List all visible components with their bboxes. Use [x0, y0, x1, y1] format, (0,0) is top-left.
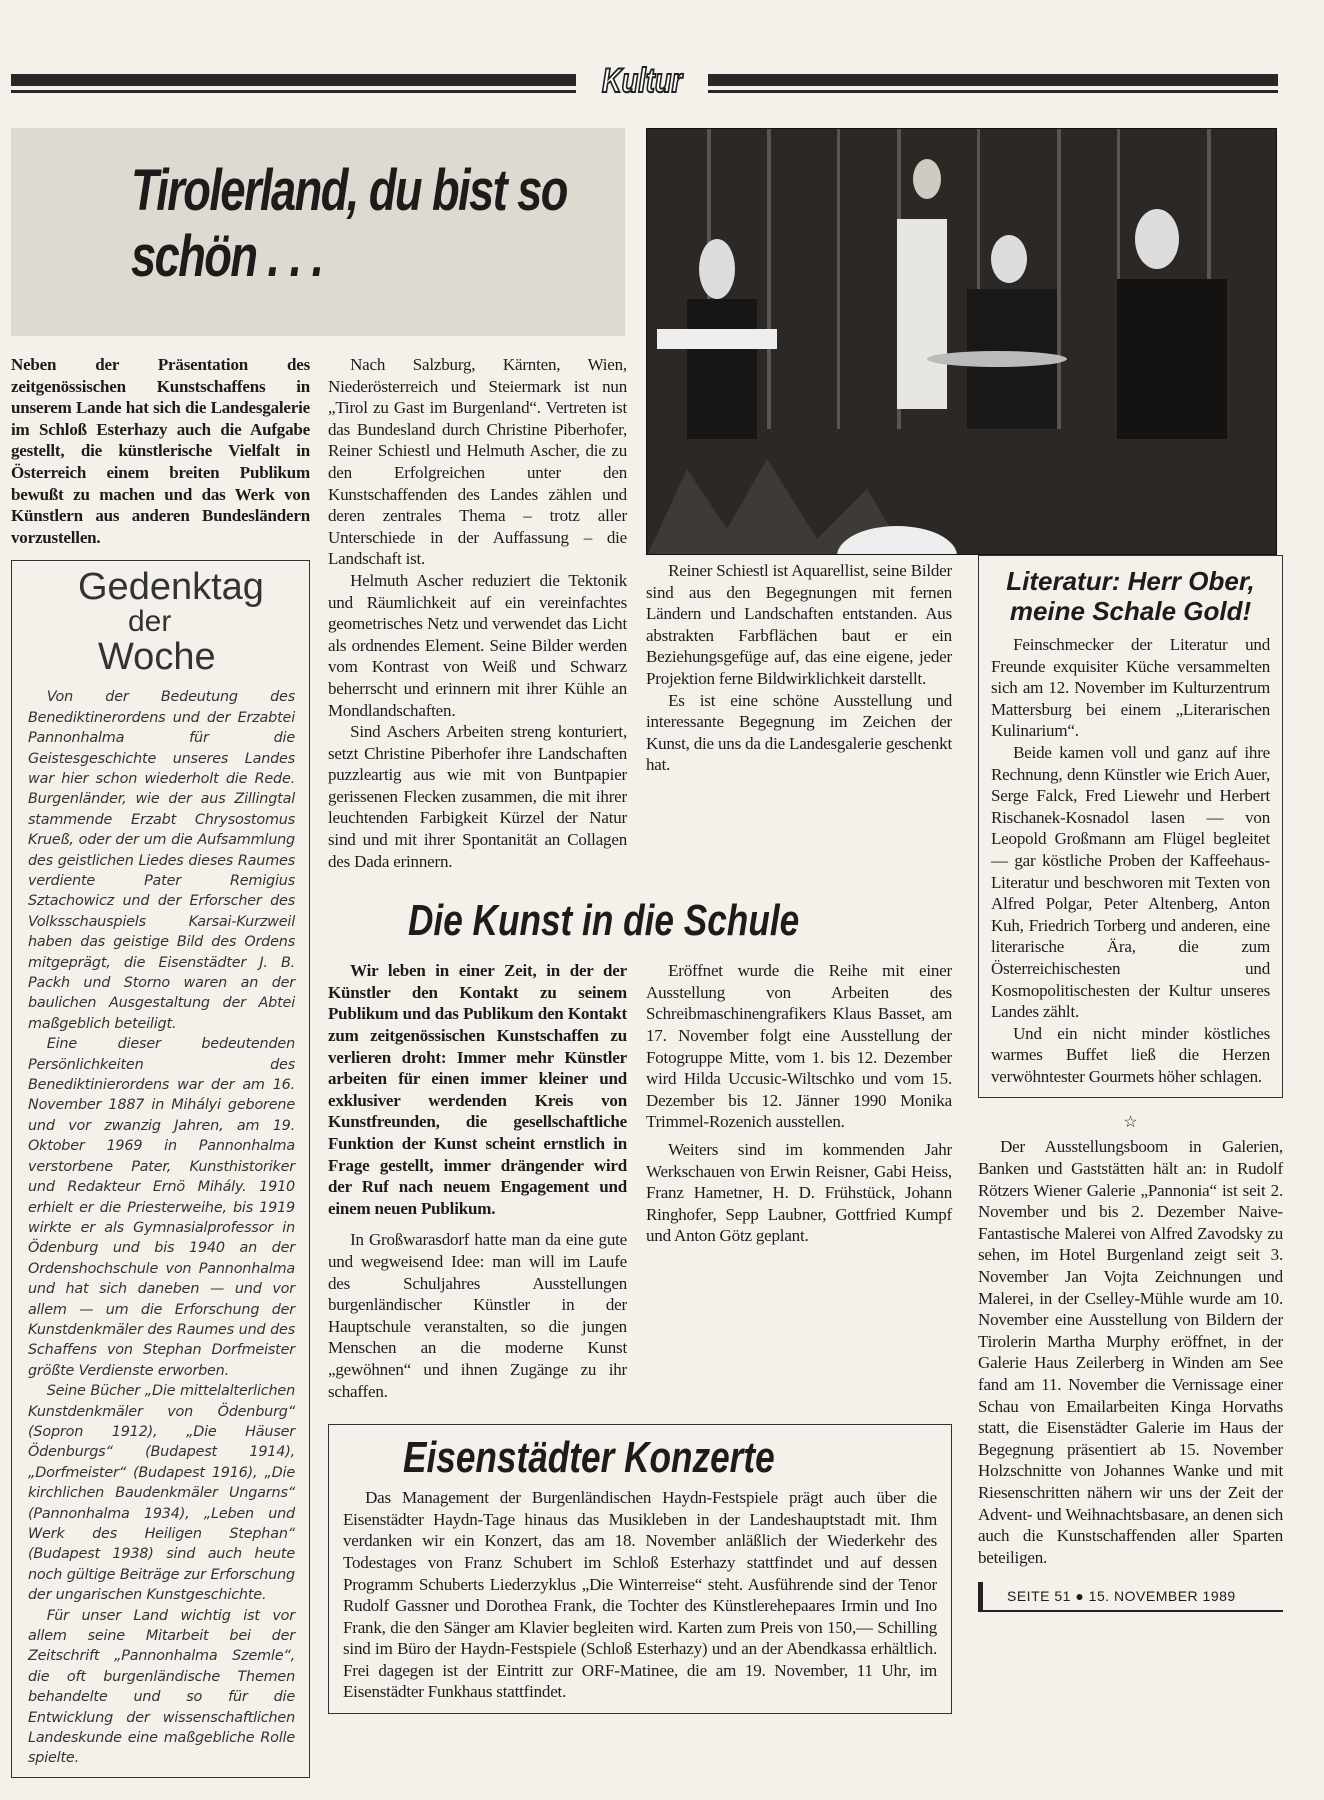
konzerte-body [343, 1487, 937, 1703]
right-column [978, 555, 1283, 1612]
article-body [328, 354, 952, 872]
literatur-paragraph: Feinschmecker der Literatur und Freunde exquisiter Küche versammelten sich am 12. November im Kulturzentrum Mattersburg bei einem „Literarischen Kulinarium“. [991, 635, 1270, 741]
header-rule-left-thin [11, 90, 576, 93]
bullet: ● [1075, 1588, 1089, 1605]
ausstellungen-col [978, 1136, 1283, 1568]
article-paragraph: Helmuth Ascher reduziert die Tektonik und Räumlichkeit auf ein vereinfachtes geometrisches Netz und verwendet das Licht als ordnendes Element. Seine Bilder werden vom Kontrast von Weiß und Schwarz beherrscht und erinnern mit ihrer Kühle an Mondlandschaften. [328, 570, 627, 720]
left-column [11, 354, 310, 1778]
gedenktag-title-line: Gedenktag [78, 566, 264, 609]
section-logo: Kultur [601, 62, 683, 100]
star-separator: ☆ [1123, 1114, 1138, 1132]
gedenktag-title-line: der [128, 605, 172, 639]
gedenktag-paragraph: Von der Bedeutung des Benediktinerordens und der Erzabtei Pannonhalma für die Geistesgeschichte unseres Landes war hier schon wiederholt die Rede. Burgenländer, wie der aus Zillingtal stammende Erzabt Chrysostomus Krueß, oder der um die Aufsammlung des geistlichen Liedes dieses Raumes verdiente Pater Remigius Sztachowicz und der Erforscher des Volksschauspiels Karsai-Kurzweil haben das geistige Bild des Ordens mitgeprägt, die Eisenstädter J. B. Packh und Storno waren an der baulichen Ausgestaltung der Abtei maßgeblich beteiligt. [28, 689, 295, 1032]
page-footer [978, 1582, 1283, 1612]
literatur-paragraph: Und ein nicht minder köstliches warmes Buffet ließ die Herzen verwöhntester Gourmets höher schlagen. [991, 1023, 1270, 1086]
konzerte-text: Das Management der Burgenländischen Haydn-Festspiele prägt auch über die Eisenstädter Haydn-Tage hinaus das Musikleben in der Landeshauptstadt mit. Ihm verdanken wir ein Konzert, das am 18. November anläßlich der Wiederkehr des Todestages von Franz Schubert im Schloß Esterhazy stattfindet und auf dessen Programm Schuberts Liederzyklus „Die Winterreise“ steht. Ausführende sind der Tenor Rudolf Gassner und Dorothea Frank, die Tochter des Künstlerehepaares Irmin und Ino Frank, die den Sänger am Klavier begleiten wird. Karten zum Preis von 150,— Schilling sind im Büro der Haydn-Festspiele (Schloß Esterhazy) und an der Abendkassa erhältlich. Frei dagegen ist der Eintritt zur ORF-Matinee, die am 19. November, 11 Uhr, im Eisenstädter Funkhaus stattfindet. [343, 1488, 937, 1702]
schule-body [328, 960, 952, 1402]
article-paragraph: Reiner Schiestl ist Aquarellist, seine Bilder sind aus den Begegnungen mit fernen Ländern und Landschaften entstanden. Aus abstrakten Farbflächen baut er ein Beziehungsgefüge auf, das eine eigene, jeder Projektion ferne Bildwirklichkeit darstellt. [646, 561, 952, 688]
issue-date: 15. NOVEMBER 1989 [1088, 1588, 1236, 1605]
schule-paragraph: Eröffnet wurde die Reihe mit einer Ausstellung von Arbeiten des Schreibmaschinengrafikers Klaus Basset, am 17. November folgt eine Ausstellung der Fotogruppe Mitte, vom 1. bis 12. Dezember wird Hilda Uccusic-Wiltschko und vom 15. Dezember bis 12. Jänner 1990 Monika Trimmel-Rozenich ausstellen. [646, 961, 952, 1132]
schule-intro: Wir leben in einer Zeit, in der der Künstler den Kontakt zu seinem Publikum und das Publikum den Kontakt zum zeitgenössischen Kunstschaffen zu verlieren droht: Immer mehr Künstler arbeiten für einen immer kleiner und exklusiver werdenden Kreis von Kunstfreunden, die gesellschaftliche Funktion der Kunst scheint ernstlich in Frage gestellt, immer drängender wird der Ruf nach neuem Engagement und einem neuen Publikum. [328, 961, 627, 1218]
gedenktag-text [28, 687, 295, 1769]
article-headline: Tirolerland, du bist so schön . . . [131, 158, 567, 289]
gedenktag-title [78, 567, 295, 677]
literatur-paragraph: Beide kamen voll und ganz auf ihre Rechnung, denn Künstler wie Erich Auer, Serge Falck, Fred Liewehr und Herbert Rischanek-Kosnadol lasen — von Leopold Großmann am Flügel begleitet — gar köstliche Proben der Kaffeehaus-Literatur und beschworen mit Texten von Alfred Polgar, Peter Altenberg, Anton Kuh, Friedrich Torberg und anderen, eine literarische Ära, die zum Österreichischesten und Kosmopolitischesten der Kultur unseres Landes zählt. [991, 742, 1270, 1022]
literatur-headline: Literatur: Herr Ober, meine Schale Gold! [1006, 566, 1255, 626]
schule-headline: Die Kunst in die Schule [408, 896, 800, 946]
schule-col1 [328, 960, 627, 1402]
article-body-col2 [328, 354, 627, 872]
konzerte-box [328, 1424, 952, 1714]
schule-col2 [646, 960, 952, 1247]
schule-paragraph: In Großwarasdorf hatte man da eine gute und wegweisend Idee: man will im Laufe des Schuljahres Ausstellungen burgenländischer Künstler in der Hauptschule veranstalten, so die jungen Menschen an die moderne Kunst „gewöhnen“ und ihnen Zugänge zu ihr schaffen. [328, 1230, 627, 1401]
gedenktag-box [11, 560, 310, 1778]
page-number: SEITE 51 [1007, 1588, 1071, 1605]
literatur-box [978, 555, 1283, 1098]
ausstellungen-text: Der Ausstellungsboom in Galerien, Banken und Gaststätten hält an: in Rudolf Rötzers Wiener Galerie „Pannonia“ ist seit 2. November und bis 2. Dezember Naive-Fantastische Malerei von Alfred Zavodsky zu sehen, im Hotel Burgenland zeigt seit 3. November Jan Vojta Zeichnungen und Malerei, in der Cselley-Mühle wurde am 10. November eine Ausstellung von Bildern der Tirolerin Martha Murphy eröffnet, in der Galerie Haus Zeilerberg in Winden am See fand am 11. November die Vernissage einer Schau von Emailarbeiten Kinga Horvaths statt, die Eisenstädter Galerie im Haus der Begegnung präsentiert ab 15. November Holzschnitte von Johannes Wanke und mit Riesenschritten nähern wir uns der Zeit der Advent- und Weihnachtsbasare, an denen sich auch die Kunstschaffenden aller Sparten beteiligen. [978, 1137, 1283, 1567]
article-intro: Neben der Präsentation des zeitgenössischen Kunstschaffens in unserem Lande hat sich die Landesgalerie im Schloß Esterhazy auch die Aufgabe gestellt, die künstlerische Vielfalt in Österreich einem breiten Publikum bewußt zu machen und das Werk von Künstlern aus anderen Bundesländern vorzustellen. [11, 355, 310, 547]
article-body-col3 [646, 560, 952, 776]
konzerte-headline: Eisenstädter Konzerte [403, 1433, 775, 1483]
header-rule-left [11, 74, 576, 86]
header-rule-right-thin [708, 90, 1278, 93]
gedenktag-paragraph: Eine dieser bedeutenden Persönlichkeiten des Benediktinierordens war der am 16. November 1887 in Mihályi geborene und vor zwanzig Jahren, am 19. Oktober 1969 in Pannonhalma verstorbene Pater, Kunsthistoriker und Redakteur Ernö Mihály. 1910 erhielt er die Priesterweihe, bis 1919 wirkte er als Gymnasialprofessor in Ödenburg und bis 1940 an der Ordenshochschule von Pannonhalma und hat sich daneben — und vor allem — um die Erforschung der Kunstdenkmäler des Raumes und des Schaffens von Stephan Dorfmeister größte Verdienste erworben. [28, 1036, 295, 1379]
literatur-body [991, 634, 1270, 1087]
header-rule-right [708, 74, 1278, 86]
middle-area [328, 354, 952, 1714]
gedenktag-paragraph: Seine Bücher „Die mittelalterlichen Kunstdenkmäler von Ödenburg“ (Sopron 1912), „Die Häuser Ödenburgs“ (Budapest 1914), „Dorfmeister“ (Budapest 1916), „Die kirchlichen Baudenkmäler Ungarns“ (Pannonhalma 1934), „Leben und Werk des Heiligen Stephan“ (Budapest 1938) sind auch heute noch gültige Beiträge zur Erforschung der ungarischen Kunstgeschichte. [28, 1383, 295, 1604]
article-paragraph: Es ist eine schöne Ausstellung und interessante Begegnung im Zeichen der Kunst, die uns da die Landesgalerie geschenkt hat. [646, 690, 952, 775]
schule-paragraph: Weiters sind im kommenden Jahr Werkschauen von Erwin Reisner, Gabi Heiss, Franz Hametner, H. D. Frühstück, Johann Ringhofer, Sepp Laubner, Gottfried Kumpf und Anton Götz geplant. [646, 1140, 952, 1246]
gedenktag-title-line: Woche [98, 636, 216, 679]
gedenktag-paragraph: Für unser Land wichtig ist vor allem seine Mitarbeit bei der Zeitschrift „Pannonhalma Szemle“, die oft burgenländische Themen behandelte und so für die Entwicklung der wissenschaftlichen Landeskunde eine maßgebliche Rolle spielte. [28, 1607, 295, 1767]
headline-box [11, 128, 625, 336]
article-paragraph: Nach Salzburg, Kärnten, Wien, Niederösterreich und Steiermark ist nun „Tirol zu Gast im Burgenland“. Vertreten ist das Bundesland durch Christine Piberhofer, Reiner Schiestl und Helmuth Ascher, die zu den Erfolgreichen unter den Kunstschaffenden des Landes zählen und deren zentrales Thema – trotz aller Unterschiede in der Auffassung – die Landschaft ist. [328, 355, 627, 569]
article-paragraph: Sind Aschers Arbeiten streng konturiert, setzt Christine Piberhofer ihre Landschaften puzzleartig aus wie mit von Buntpapier gerissenen Flecken zusammen, die mit ihrer leuchtenden Farbigkeit Kürzel der Natur sind und mit ihrer Spontanität an Collagen des Dada erinnern. [328, 722, 627, 871]
